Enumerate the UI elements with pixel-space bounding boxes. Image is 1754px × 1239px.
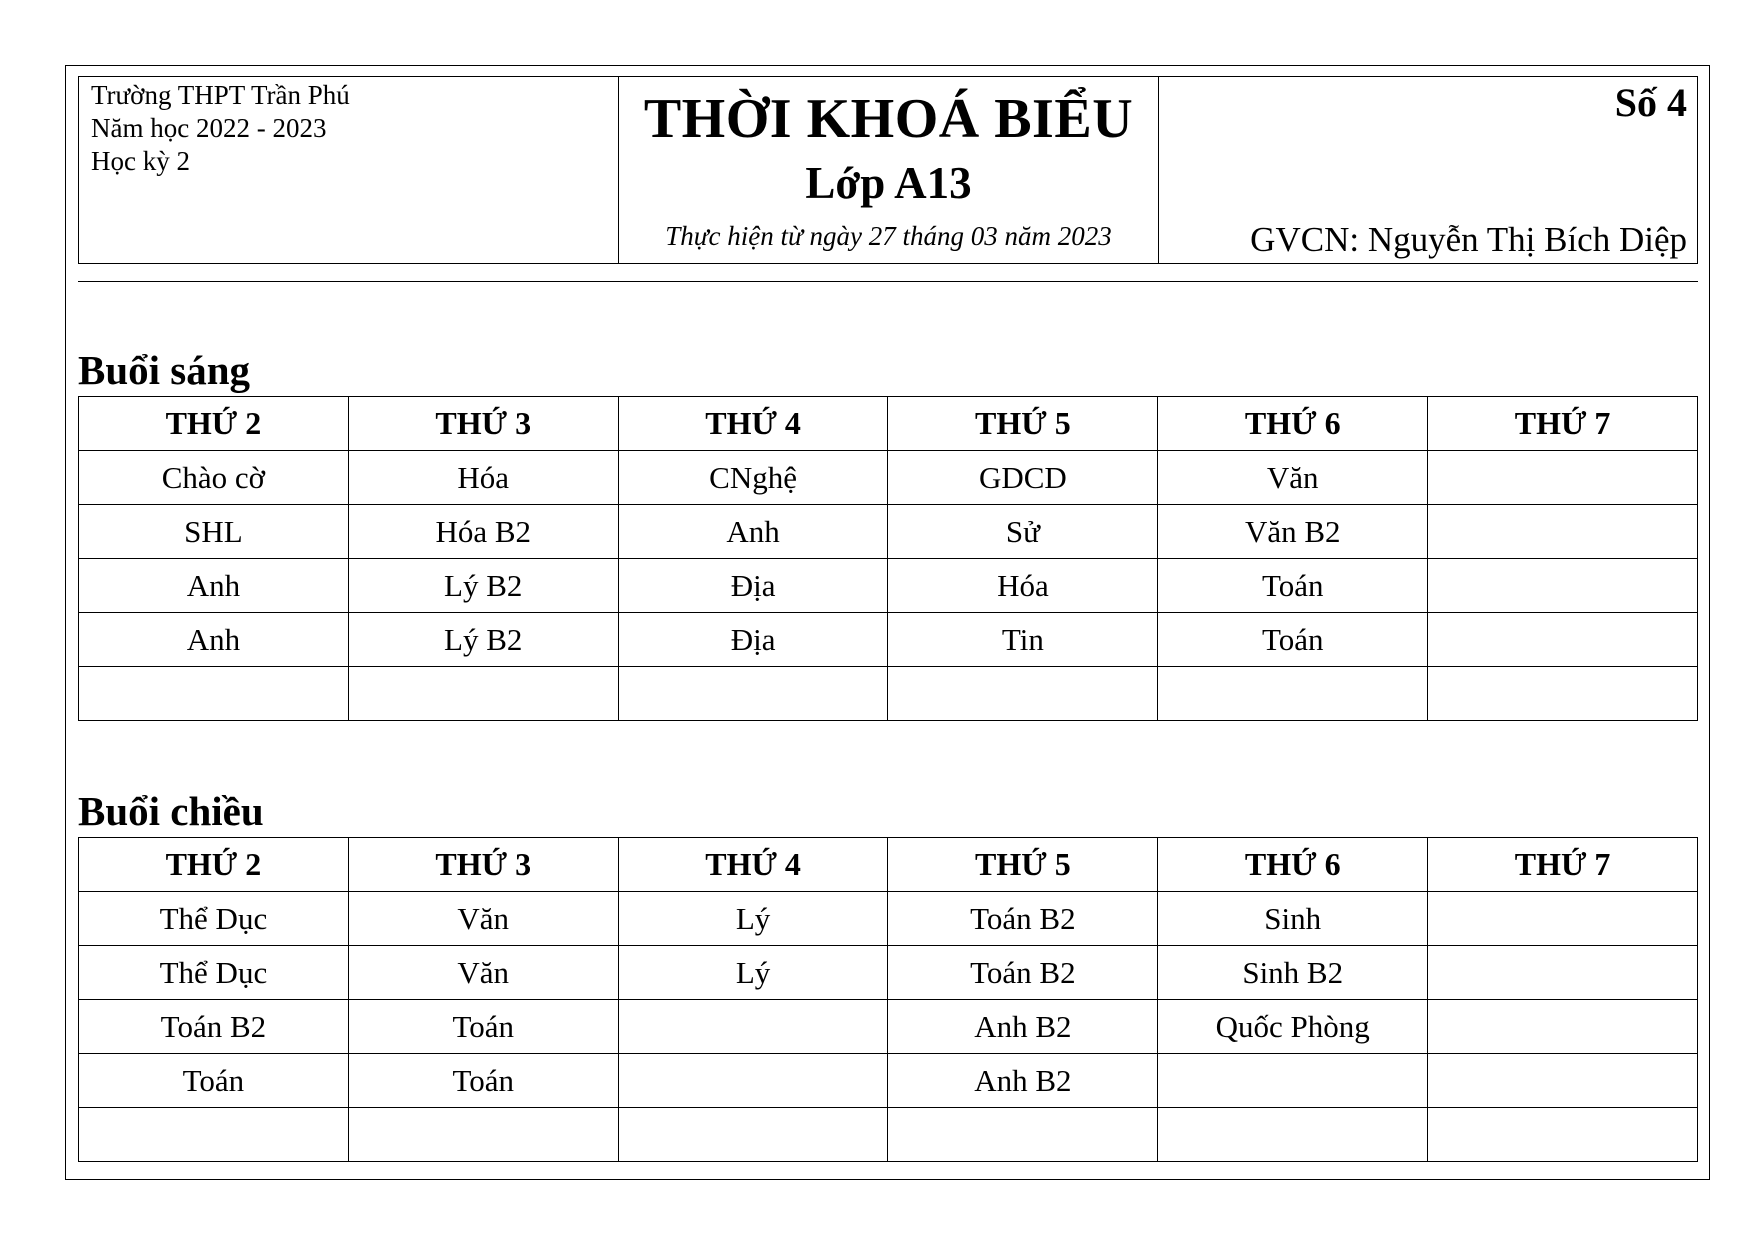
subject-cell <box>618 667 888 721</box>
subject-cell <box>1428 559 1698 613</box>
table-row <box>79 505 1698 559</box>
day-header: THỨ 6 <box>1158 838 1428 892</box>
day-header-row <box>79 838 1698 892</box>
subject-cell: Hóa <box>348 451 618 505</box>
schedule-number: Số 4 <box>1614 80 1687 125</box>
teacher-info <box>1159 77 1697 263</box>
subject-cell: Tin <box>888 613 1158 667</box>
subject-cell <box>1428 667 1698 721</box>
subject-cell <box>1428 451 1698 505</box>
table-row <box>79 1054 1698 1108</box>
subject-cell: Toán <box>1158 613 1428 667</box>
day-header: THỨ 7 <box>1428 838 1698 892</box>
subject-cell: SHL <box>79 505 349 559</box>
afternoon-title: Buổi chiều <box>78 788 264 834</box>
subject-cell: Văn <box>348 892 618 946</box>
table-row <box>79 451 1698 505</box>
subject-cell: Toán B2 <box>79 1000 349 1054</box>
table-row <box>79 1108 1698 1162</box>
subject-cell <box>348 1108 618 1162</box>
table-row <box>79 613 1698 667</box>
subject-cell <box>1428 892 1698 946</box>
day-header: THỨ 5 <box>888 397 1158 451</box>
subject-cell <box>1428 505 1698 559</box>
subject-cell: Toán <box>348 1054 618 1108</box>
subject-cell <box>618 1108 888 1162</box>
subject-cell <box>618 1000 888 1054</box>
day-header: THỨ 2 <box>79 838 349 892</box>
morning-schedule-table <box>78 396 1698 721</box>
subject-cell <box>79 667 349 721</box>
subject-cell: Địa <box>618 613 888 667</box>
subject-cell: Thể Dục <box>79 946 349 1000</box>
page-title: THỜI KHOÁ BIỂU <box>643 88 1134 150</box>
subject-cell <box>888 667 1158 721</box>
title-block <box>619 77 1159 263</box>
subject-cell: Hóa <box>888 559 1158 613</box>
effective-date: Thực hiện từ ngày 27 tháng 03 năm 2023 <box>665 221 1112 251</box>
table-row <box>79 946 1698 1000</box>
subject-cell: Thể Dục <box>79 892 349 946</box>
subject-cell: Hóa B2 <box>348 505 618 559</box>
day-header: THỨ 7 <box>1428 397 1698 451</box>
header-box <box>78 76 1698 264</box>
subject-cell: Văn <box>348 946 618 1000</box>
homeroom-teacher: GVCN: Nguyễn Thị Bích Diệp <box>1250 220 1687 259</box>
day-header: THỨ 6 <box>1158 397 1428 451</box>
day-header: THỨ 5 <box>888 838 1158 892</box>
subject-cell <box>888 1108 1158 1162</box>
school-year: Năm học 2022 - 2023 <box>91 113 327 143</box>
subject-cell: Địa <box>618 559 888 613</box>
school-name: Trường THPT Trần Phú <box>91 80 350 110</box>
subject-cell: Toán B2 <box>888 892 1158 946</box>
subject-cell: Anh <box>618 505 888 559</box>
subject-cell: Sinh B2 <box>1158 946 1428 1000</box>
day-header: THỨ 3 <box>348 397 618 451</box>
subject-cell <box>1158 1108 1428 1162</box>
subject-cell <box>1428 613 1698 667</box>
subject-cell: Sử <box>888 505 1158 559</box>
subject-cell: Chào cờ <box>79 451 349 505</box>
semester: Học kỳ 2 <box>91 146 190 176</box>
subject-cell <box>79 1108 349 1162</box>
subject-cell <box>1428 1108 1698 1162</box>
table-row <box>79 559 1698 613</box>
class-name: Lớp A13 <box>805 158 972 208</box>
subject-cell: Anh B2 <box>888 1000 1158 1054</box>
subject-cell: Toán <box>79 1054 349 1108</box>
subject-cell: Anh <box>79 613 349 667</box>
day-header: THỨ 4 <box>618 838 888 892</box>
subject-cell: Văn <box>1158 451 1428 505</box>
subject-cell: Quốc Phòng <box>1158 1000 1428 1054</box>
day-header: THỨ 2 <box>79 397 349 451</box>
subject-cell: CNghệ <box>618 451 888 505</box>
subject-cell <box>618 1054 888 1108</box>
table-row <box>79 667 1698 721</box>
school-info <box>79 77 619 263</box>
subject-cell: GDCD <box>888 451 1158 505</box>
subject-cell <box>1158 667 1428 721</box>
subject-cell: Văn B2 <box>1158 505 1428 559</box>
subject-cell: Lý B2 <box>348 559 618 613</box>
table-row <box>79 1000 1698 1054</box>
table-row <box>79 892 1698 946</box>
subject-cell: Anh <box>79 559 349 613</box>
morning-title: Buổi sáng <box>78 347 251 393</box>
day-header-row <box>79 397 1698 451</box>
subject-cell: Lý <box>618 892 888 946</box>
afternoon-schedule-table <box>78 837 1698 1162</box>
subject-cell: Toán <box>1158 559 1428 613</box>
divider <box>78 281 1698 282</box>
day-header: THỨ 4 <box>618 397 888 451</box>
subject-cell: Sinh <box>1158 892 1428 946</box>
subject-cell: Lý B2 <box>348 613 618 667</box>
subject-cell: Toán B2 <box>888 946 1158 1000</box>
subject-cell <box>1428 1000 1698 1054</box>
subject-cell <box>1158 1054 1428 1108</box>
subject-cell: Toán <box>348 1000 618 1054</box>
subject-cell <box>1428 1054 1698 1108</box>
subject-cell: Anh B2 <box>888 1054 1158 1108</box>
subject-cell <box>348 667 618 721</box>
subject-cell: Lý <box>618 946 888 1000</box>
subject-cell <box>1428 946 1698 1000</box>
day-header: THỨ 3 <box>348 838 618 892</box>
